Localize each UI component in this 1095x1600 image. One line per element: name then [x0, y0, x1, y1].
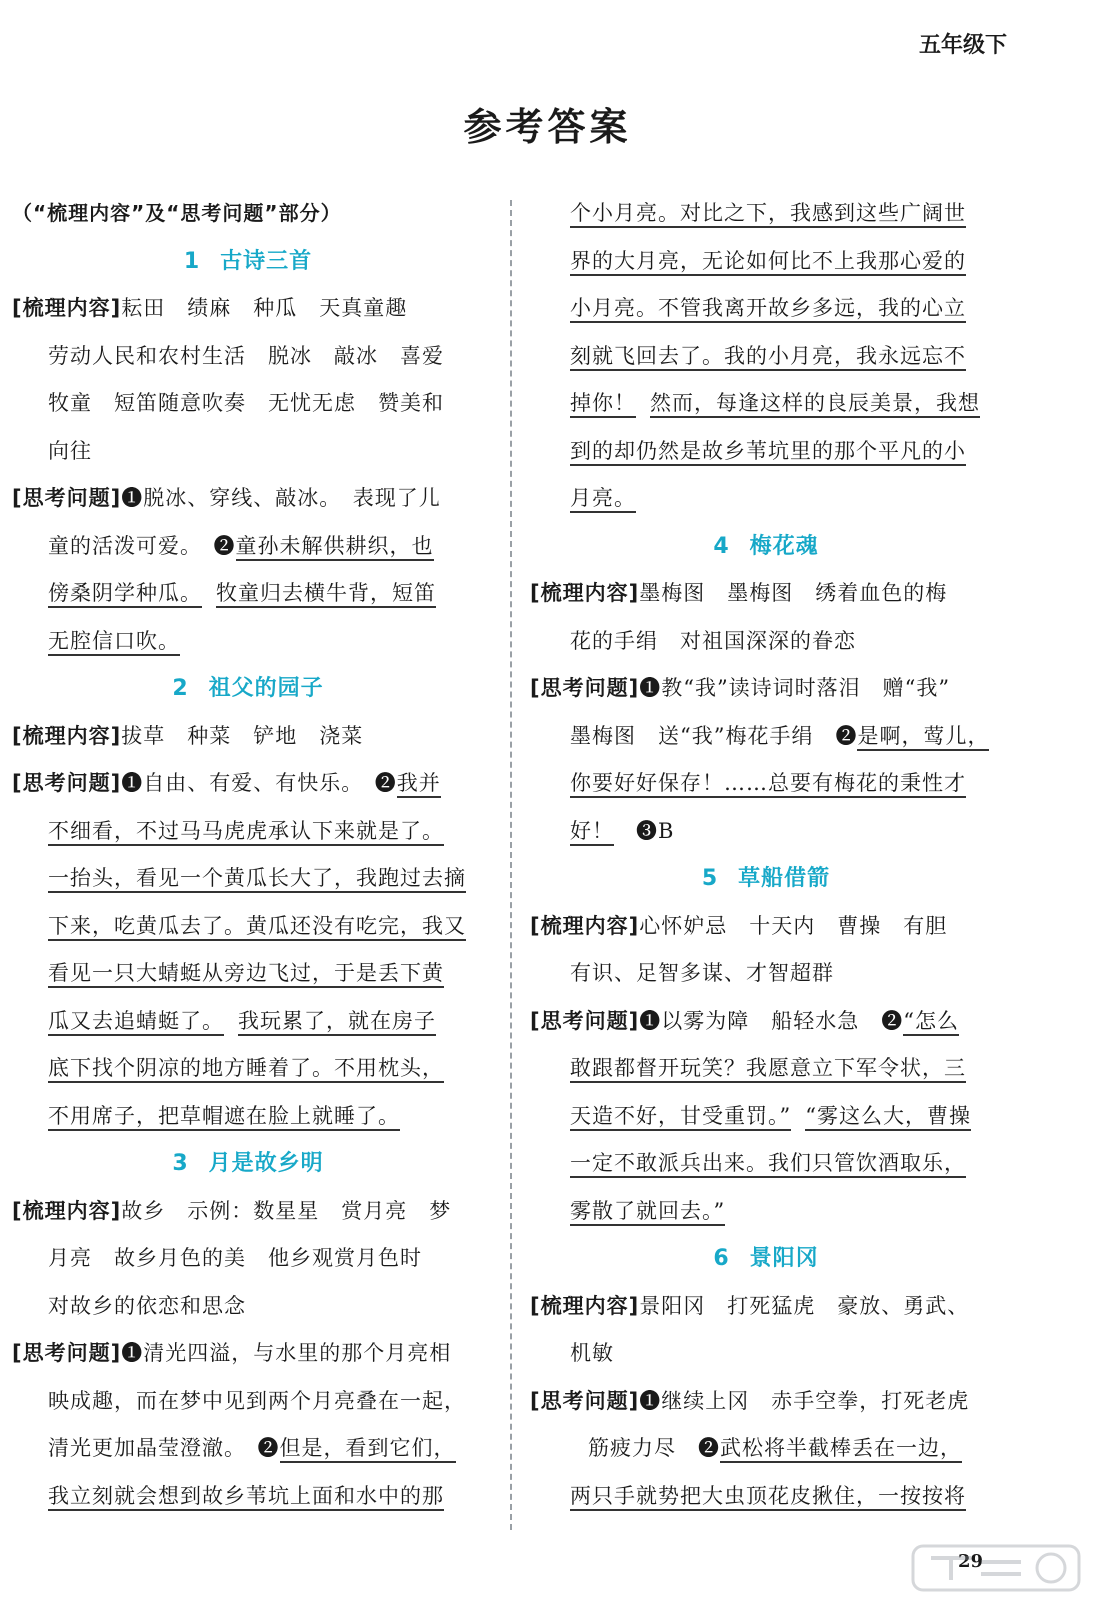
- answer-line: 傍桑阴学种瓜。 牧童归去横牛背，短笛: [12, 570, 484, 618]
- answer-line: 雾散了就回去。”: [530, 1188, 1002, 1236]
- intro-note: （“梳理内容”及“思考问题”部分）: [12, 201, 342, 225]
- answer-line: 看见一只大蜻蜓从旁边飞过，于是丢下黄: [12, 950, 484, 998]
- grade-label: 五年级下: [918, 33, 1007, 58]
- answer-line: 底下找个阴凉的地方睡着了。不用枕头，: [12, 1045, 484, 1093]
- answer-line: 不细看，不过马马虎虎承认下来就是了。: [12, 808, 484, 856]
- answer-line: 童的活泼可爱。 ❷童孙未解供耕织，也: [12, 523, 484, 571]
- answer-line: 到的却仍然是故乡苇坑里的那个平凡的小: [530, 428, 1002, 476]
- answer-line: 筋疲力尽 ❷武松将半截棒丢在一边，: [530, 1425, 1002, 1473]
- section-heading-1: 1 古诗三首: [183, 248, 313, 274]
- answer-line: 墨梅图 送“我”梅花手绢 ❷是啊，莺儿，: [530, 713, 1002, 761]
- answer-line: 我立刻就会想到故乡苇坑上面和水中的那: [12, 1473, 484, 1521]
- answer-line: 小月亮。不管我离开故乡多远，我的心立: [530, 285, 1002, 333]
- answer-line: [梳理内容]景阳冈 打死猛虎 豪放、勇武、: [530, 1293, 970, 1318]
- answer-line: 下来，吃黄瓜去了。黄瓜还没有吃完，我又: [12, 903, 484, 951]
- answer-line: [梳理内容]心怀妒忌 十天内 曹操 有胆: [530, 913, 948, 938]
- answer-line: [思考问题]❶教“我”读诗词时落泪 赠“我”: [530, 676, 951, 700]
- answer-line: 界的大月亮，无论如何比不上我那心爱的: [530, 238, 1002, 286]
- answer-line: 劳动人民和农村生活 脱冰 敲冰 喜爱: [48, 343, 444, 368]
- left-column: [12, 190, 484, 1520]
- answer-line: 月亮。: [530, 475, 1002, 523]
- answer-line: 向往: [48, 438, 92, 463]
- answer-line: 不用席子，把草帽遮在脸上就睡了。: [12, 1093, 484, 1141]
- section-heading-2: 2 祖父的园子: [172, 676, 324, 701]
- answer-line: [思考问题]❶以雾为障 船轻水急 ❷“怎么: [530, 998, 1002, 1046]
- answer-line: 你要好好保存！……总要有梅花的秉性才: [530, 760, 1002, 808]
- answer-line: [思考问题]❶清光四溢，与水里的那个月亮相: [12, 1341, 452, 1365]
- answer-line: 映成趣，而在梦中见到两个月亮叠在一起，: [48, 1388, 466, 1413]
- answer-line: 清光更加晶莹澄澈。 ❷但是，看到它们，: [12, 1425, 484, 1473]
- answer-line: 一抬头，看见一个黄瓜长大了，我跑过去摘: [12, 855, 484, 903]
- answer-line: 无腔信口吹。: [12, 618, 484, 666]
- answer-line: 牧童 短笛随意吹奏 无忧无虑 赞美和: [48, 391, 444, 415]
- right-column: [530, 190, 1002, 1520]
- answer-line: [梳理内容]故乡 示例：数星星 赏月亮 梦: [12, 1198, 452, 1223]
- answer-line: 敢跟都督开玩笑？我愿意立下军令状，三: [530, 1045, 1002, 1093]
- answer-line: 天造不好，甘受重罚。” “雾这么大，曹操: [530, 1093, 1002, 1141]
- answer-line: 机敏: [570, 1341, 614, 1365]
- answer-line: 个小月亮。对比之下，我感到这些广阔世: [530, 190, 1002, 238]
- answer-line: [梳理内容]耘田 绩麻 种瓜 天真童趣: [12, 296, 408, 320]
- answer-line: 掉你！ 然而，每逢这样的良辰美景，我想: [530, 380, 1002, 428]
- answer-line: 好！ ❸B: [530, 808, 1002, 856]
- section-heading-6: 6 景阳冈: [713, 1246, 819, 1271]
- answer-line: 瓜又去追蜻蜓了。 我玩累了，就在房子: [12, 998, 484, 1046]
- column-divider: [510, 200, 512, 1530]
- answer-line: 两只手就势把大虫顶花皮揪住，一按按将: [530, 1473, 1002, 1521]
- answer-line: [思考问题]❶脱冰、穿线、敲冰。 表现了儿: [12, 486, 441, 510]
- section-heading-4: 4 梅花魂: [713, 533, 819, 559]
- page-number: 29: [958, 1551, 984, 1572]
- answer-line: [梳理内容]拔草 种菜 铲地 浇菜: [12, 723, 364, 748]
- answer-line: [思考问题]❶自由、有爱、有快乐。 ❷我并: [12, 760, 484, 808]
- answer-line: 月亮 故乡月色的美 他乡观赏月色时: [48, 1246, 422, 1270]
- answer-line: 花的手绢 对祖国深深的眷恋: [570, 628, 856, 653]
- answer-line: 有识、足智多谋、才智超群: [570, 961, 834, 985]
- answer-line: 刻就飞回去了。我的小月亮，我永远忘不: [530, 333, 1002, 381]
- answer-line: [梳理内容]墨梅图 墨梅图 绣着血色的梅: [530, 581, 948, 605]
- answer-line: 一定不敢派兵出来。我们只管饮酒取乐，: [530, 1140, 1002, 1188]
- answer-line: 对故乡的依恋和思念: [48, 1293, 246, 1318]
- page-title: 参考答案: [463, 104, 632, 149]
- section-heading-5: 5 草船借箭: [701, 866, 831, 891]
- section-heading-3: 3 月是故乡明: [172, 1151, 324, 1176]
- watermark-logo-icon: [911, 1542, 1081, 1594]
- answer-line: [思考问题]❶继续上冈 赤手空拳，打死老虎: [530, 1388, 970, 1413]
